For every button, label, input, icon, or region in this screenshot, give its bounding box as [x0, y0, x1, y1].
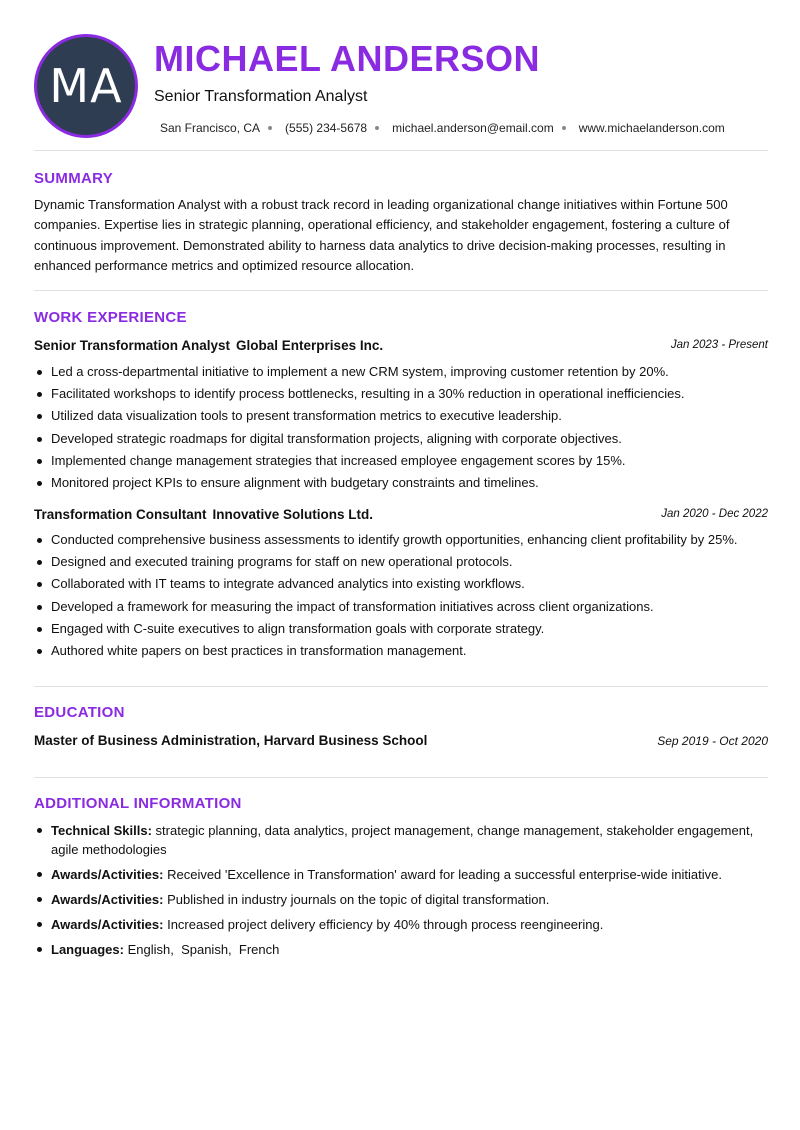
- list-item: Led a cross-departmental initiative to implement a new CRM system, improving customer retention by 20%.: [34, 363, 768, 381]
- item-text: Published in industry journals on the topic of digital transformation.: [167, 892, 550, 907]
- item-label: Awards/Activities:: [51, 892, 164, 907]
- section-divider: [34, 290, 768, 291]
- list-item: [34, 890, 768, 909]
- resume-header: [34, 34, 768, 138]
- contact-location: San Francisco, CA: [160, 121, 261, 135]
- job-company: Innovative Solutions Ltd.: [212, 507, 374, 522]
- contact-info: [160, 121, 725, 135]
- education-heading: EDUCATION: [34, 704, 125, 721]
- job-bullets: [34, 531, 768, 664]
- item-text: strategic planning, data analytics, project management, change management, stakeholder engagement, agile methodologies: [51, 823, 754, 857]
- list-item: Conducted comprehensive business assessments to identify growth opportunities, enhancing client profitability by 25%.: [34, 531, 768, 549]
- item-label: Awards/Activities:: [51, 917, 164, 932]
- item-text: Received 'Excellence in Transformation' award for leading a successful enterprise-wide initiative.: [167, 867, 722, 882]
- experience-heading: WORK EXPERIENCE: [34, 309, 187, 326]
- summary-text: Dynamic Transformation Analyst with a robust track record in leading organizational change initiatives within Fortune 500 companies. Expertise lies in strategic planning, operational efficiency, and stakeholder engagement, fostering a culture of continuous improvement. Demonstrated ability to harness data analytics to drive decision-making processes, resulting in enhanced performance metrics and optimized resource allocation.: [34, 197, 730, 273]
- item-text: English, Spanish, French: [127, 942, 280, 957]
- education-degree: Master of Business Administration, Harvard Business School: [34, 733, 428, 748]
- job-dates: Jan 2023 - Present: [670, 339, 768, 351]
- list-item: Utilized data visualization tools to present transformation metrics to executive leadership.: [34, 407, 768, 425]
- job-header: [34, 507, 768, 525]
- job-title: Senior Transformation Analyst: [34, 338, 231, 353]
- job-bullets: [34, 363, 768, 496]
- section-divider: [34, 777, 768, 778]
- list-item: Developed a framework for measuring the impact of transformation initiatives across client organizations.: [34, 598, 768, 616]
- list-item: Designed and executed training programs for staff on new operational protocols.: [34, 553, 768, 571]
- job-title: Transformation Consultant: [34, 507, 207, 522]
- job-header: [34, 338, 768, 356]
- list-item: Authored white papers on best practices in transformation management.: [34, 642, 768, 660]
- item-label: Technical Skills:: [51, 823, 152, 838]
- additional-heading: ADDITIONAL INFORMATION: [34, 795, 242, 812]
- separator-dot-icon: [562, 126, 566, 130]
- summary-heading: SUMMARY: [34, 170, 114, 187]
- separator-dot-icon: [375, 126, 379, 130]
- list-item: [34, 940, 768, 959]
- separator-dot-icon: [268, 126, 272, 130]
- candidate-name: MICHAEL ANDERSON: [154, 38, 541, 79]
- education-dates: Sep 2019 - Oct 2020: [657, 734, 768, 748]
- section-divider: [34, 150, 768, 151]
- item-text: Increased project delivery efficiency by 40% through process reengineering.: [167, 917, 604, 932]
- list-item: [34, 915, 768, 934]
- job-dates: Jan 2020 - Dec 2022: [661, 508, 768, 520]
- avatar-initials: MA: [49, 59, 123, 113]
- job-company: Global Enterprises Inc.: [236, 338, 384, 353]
- item-label: Awards/Activities:: [51, 867, 164, 882]
- list-item: Implemented change management strategies that increased employee engagement scores by 15%.: [34, 452, 768, 470]
- education-entry: [34, 733, 768, 751]
- candidate-role: Senior Transformation Analyst: [154, 88, 368, 105]
- additional-list: [34, 821, 768, 965]
- section-divider: [34, 686, 768, 687]
- contact-phone: (555) 234-5678: [285, 121, 368, 135]
- list-item: Facilitated workshops to identify process bottlenecks, resulting in a 30% reduction in operational inefficiencies.: [34, 385, 768, 403]
- list-item: Collaborated with IT teams to integrate advanced analytics into existing workflows.: [34, 575, 768, 593]
- item-label: Languages:: [51, 942, 124, 957]
- list-item: [34, 821, 768, 859]
- list-item: Engaged with C-suite executives to align transformation goals with corporate strategy.: [34, 620, 768, 638]
- job-title-line: [34, 507, 373, 522]
- job-title-line: [34, 338, 383, 353]
- list-item: Monitored project KPIs to ensure alignment with budgetary constraints and timelines.: [34, 474, 768, 492]
- list-item: [34, 865, 768, 884]
- contact-website[interactable]: www.michaelanderson.com: [578, 121, 725, 135]
- avatar: [34, 34, 138, 138]
- list-item: Developed strategic roadmaps for digital transformation projects, aligning with corporate objectives.: [34, 430, 768, 448]
- contact-email[interactable]: michael.anderson@email.com: [392, 121, 554, 135]
